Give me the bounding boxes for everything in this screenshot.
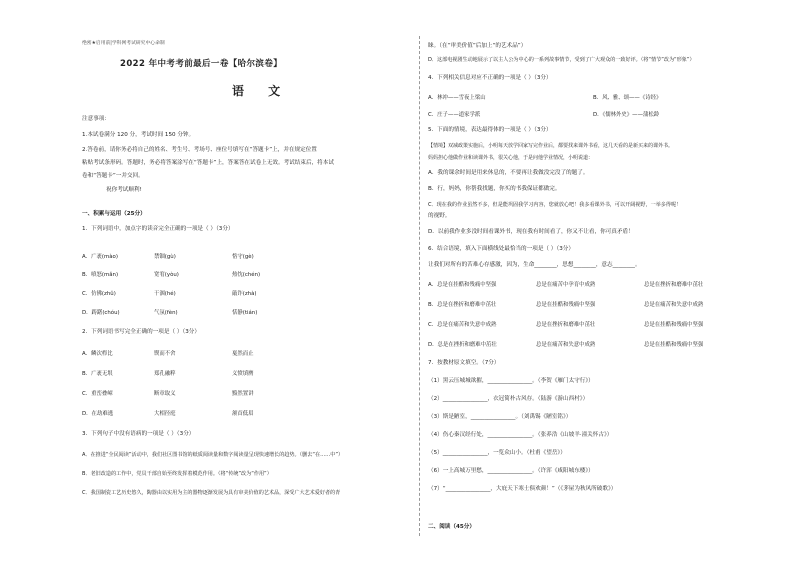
q3-option-b[interactable]: B．老旧改造的工作中，党员干部自始至终发挥着模范作用。（将“传统”改为“作用”） bbox=[82, 471, 272, 477]
q5-option-c[interactable]: C．现在我的作业虽然不多，但是能巩固我学习内容，您就放心吧！我多看课外书，可以开阔视野，一举多得呢！ bbox=[428, 202, 682, 208]
q4-option-d[interactable]: D．《儒林外史》——蒲松龄 bbox=[593, 112, 660, 118]
q7-item-5[interactable]: （5）________________，一览众山小。（杜甫《望岳》） bbox=[428, 450, 566, 456]
wish-text: 祝你考试顺利! bbox=[106, 187, 142, 193]
instruction-2a: 2.答卷前，请你务必将自己的姓名、考生号、考场号、座位号填写在“答题卡”上，并在规定位置 bbox=[82, 147, 317, 153]
q3-option-a[interactable]: A．在推进“全民阅读”活动中，我们社区图书馆的纸质阅读量和数字阅读量呈现快速增长的趋势。（删去“在……中”） bbox=[82, 452, 344, 458]
q2-stem: 2．下列词语书写完全正确的一项是（ ）（3分） bbox=[82, 329, 200, 335]
q4-stem: 4．下列相关信息对应不正确的一项是（ ）（3分） bbox=[428, 75, 552, 81]
subject-title: 语 文 bbox=[232, 84, 291, 98]
q3-stem: 3．下列句子中没有语病的一项是（ ）（3分） bbox=[82, 431, 195, 437]
q3-option-c[interactable]: C．我国制瓷工艺历史悠久，陶器由以实用为主的器物逐渐发展为具有审美价值的艺术品，深受广大艺术爱好者的青 bbox=[82, 490, 341, 496]
secret-label: 绝密★启用前|学科网考试研究中心命制 bbox=[82, 41, 165, 46]
instruction-2b: 粘贴考试条形码。答题时，务必将答案涂写在“答题卡”上，答案答在试卷上无效。考试结束后，将本试 bbox=[82, 160, 334, 166]
q7-item-4[interactable]: （4）伤心秦汉经行处，________________。（张养浩《山坡羊·潼关怀古》） bbox=[428, 432, 613, 438]
q1-stem: 1．下列词语中，加点字的读音完全正确的一项是（ ）（3分） bbox=[82, 226, 234, 232]
q6-stem: 6．结合语境，填入下面横线处最恰当的一项是（ ）（3分） bbox=[428, 246, 574, 252]
q7-item-1[interactable]: （1）黑云压城城欲摧，________________。（李贺《雁门太守行》） bbox=[428, 378, 594, 384]
q5-option-b[interactable]: B．行，妈妈，你帮我找题，你买的书我保证都做完。 bbox=[428, 186, 561, 192]
exam-title: 2022 年中考考前最后一卷【哈尔滨卷】 bbox=[120, 59, 283, 69]
right-column: 睐。（在“审美价值”后加上“的艺术品”） D．这部电视剧生动地展示了以主人公为中心的一系列故事情节，受到了广大观众的一致好评。（将“情节”改为“形象”） 4．下列相关信息对应不正确的一项是（ ）（3分） A．林冲——雪夜上梁山 B．风、雅、颂——《诗经》 C．庄子——道家学派 D．《儒林外史》——蒲松龄 5．下面的情境，表达最得体的一项是（ ）（3分） 【情境】双减政策实施后，小明每天放学回家写完作业后，都要找来课外书看，这几天看的是新买来的课外书。 妈妈担心他做作业和读课外书，很关心他，于是问他学业情况，小明说道： A．我的课余时间是用来休息的，不要再让我做没完没了的题了。 B．行，妈妈，你帮我找题，你买的书我保证都做完。 C．现在我的作业虽然不多，但是能巩固我学习内容，您就放心吧！我多看课外书，可以开阔视野，一举多得呢！ 的视野。 D．以前我作业多没时间看课外书，现在我有时间看了，你又不让看，你可真矛盾！ 6．结合语境，填入下面横线处最恰当的一项是（ ）（3分） 让我们对所有的苦难心存感激，因为，生命________，思想________，意志________。 A．总是在挂酷和残痛中坚强 总是在痛苦中孕育中成熟 总是在挫折和磨难中茁壮 B．总是在挫折和磨难中茁壮 总是在挂酷和残痛中坚强 总是在痛苦和失意中成熟 C．总是在痛苦和失意中成熟 总是在挫折和磨难中茁壮 总是在挂酷和残痛中坚强 D．总是在挫折和磨难中茁壮 总是在痛苦和失意中成熟 总是在挂酷和残痛中坚强 7．按教材原文填空。（7分） （1）黑云压城城欲摧，________________。（李贺《雁门太守行》） （2）________________，衣冠简朴古风存。（陆游《游山西村》） （3）斯是陋室，________________。（刘禹锡《陋室铭》） （4）伤心秦汉经行处，________________。（张养浩《山坡羊·潼关怀古》） （5）________________，一览众山小。（杜甫《望岳》） （6）一上高城万里愁，________________。（许浑《咸阳城东楼》） （7）“________________，大庇天下寒士俱欢颜！”（《茅屋为秋风所破歌》） 二、阅读（45分） bbox=[428, 43, 704, 530]
instructions-heading: 注意事项： bbox=[82, 116, 110, 122]
q7-item-3[interactable]: （3）斯是陋室，________________。（刘禹锡《陋室铭》） bbox=[428, 414, 572, 420]
instruction-1: 1.本试卷满分 120 分，考试时间 150 分钟。 bbox=[82, 132, 195, 138]
q4-option-a[interactable]: A．林冲——雪夜上梁山 bbox=[428, 95, 486, 101]
q5-context-2: 妈妈担心他做作业和读课外书，很关心他，于是问他学业情况，小明说道： bbox=[428, 155, 594, 161]
q7-item-7[interactable]: （7）“________________，大庇天下寒士俱欢颜！”（《茅屋为秋风所破歌》） bbox=[428, 486, 617, 492]
q6-blank-sentence: 让我们对所有的苦难心存感激，因为，生命________，思想________，意志________。 bbox=[428, 262, 641, 268]
q3-continued: 睐。（在“审美价值”后加上“的艺术品”） bbox=[428, 43, 527, 49]
q7-stem: 7．按教材原文填空。（7分） bbox=[428, 360, 500, 366]
q7-item-2[interactable]: （2）________________，衣冠简朴古风存。（陆游《游山西村》） bbox=[428, 396, 589, 402]
q4-option-c[interactable]: C．庄子——道家学派 bbox=[428, 112, 481, 118]
q5-option-c-cont: 的视野。 bbox=[428, 213, 451, 219]
q5-stem: 5．下面的情境，表达最得体的一项是（ ）（3分） bbox=[428, 127, 552, 133]
q3-option-d[interactable]: D．这部电视剧生动地展示了以主人公为中心的一系列故事情节，受到了广大观众的一致好评。（将“情节”改为“形象”） bbox=[428, 57, 695, 63]
q5-option-a[interactable]: A．我的课余时间是用来休息的，不要再让我做没完没了的题了。 bbox=[428, 170, 589, 176]
column-divider bbox=[419, 36, 420, 536]
section2-heading: 二、阅读（45分） bbox=[428, 524, 475, 530]
q5-context-1: 【情境】双减政策实施后，小明每天放学回家写完作业后，都要找来课外书看，这几天看的是新买来的课外书。 bbox=[428, 143, 674, 149]
q7-item-6[interactable]: （6）一上高城万里愁，________________。（许浑《咸阳城东楼》） bbox=[428, 468, 594, 474]
q5-option-d[interactable]: D．以前我作业多没时间看课外书，现在我有时间看了，你又不让看，你可真矛盾！ bbox=[428, 229, 634, 235]
section1-heading: 一、积累与运用（25分） bbox=[82, 211, 146, 217]
instruction-2c: 卷和“答题卡”一并交回。 bbox=[82, 173, 144, 179]
left-column: 绝密★启用前|学科网考试研究中心命制 2022 年中考考前最后一卷【哈尔滨卷】 语 文 注意事项： 1.本试卷满分 120 分，考试时间 150 分钟。 2.答卷前，请你务必将自己的姓名、考生号、考场号、座位号填写在“答题卡”上，并在规定位置 粘贴考试条形码。答题时，务必将答案涂写在“答题卡”上，答案答在试卷上无效。考试结束后，将本试 卷和“答题卡”一并交回。 祝你考试顺利! 一、积累与运用（25分） 1．下列词语中，加点字的读音完全正确的一项是（ ）（3分） A．广袤(mào) 禁锢(gù) 恪守(gè) B．嗔怒(mǎn) 宽宥(yòu) 热忱(chén) C．仿佛(zhǔ) 干涸(hé) 敲诈(zhà) D．踌躇(chóu) 气氛(fèn) 恬静(tián) 2．下列词语书写完全正确的一项是（ ）（3分） A．鳞次栉比 锲而不舍 戛然而止 B．广袤无垠 郑孔融粹 义愤填膺 C．重峦叠嶂 断章取义 黯然置讲 D．在劫难逃 大相径庭 颔首低眉 3．下列句子中没有语病的一项是（ ）（3分） A．在推进“全民阅读”活动中，我们社区图书馆的纸质阅读量和数字阅读量呈现快速增长的趋势。（删去“在……中”） B．老旧改造的工作中，党员干部自始至终发挥着模范作用。（将“传统”改为“作用”） C．我国制瓷工艺历史悠久，陶器由以实用为主的器物逐渐发展为具有审美价值的艺术品，深受广大艺术爱好者的青 bbox=[82, 41, 344, 496]
q4-option-b[interactable]: B．风、雅、颂——《诗经》 bbox=[593, 95, 662, 101]
